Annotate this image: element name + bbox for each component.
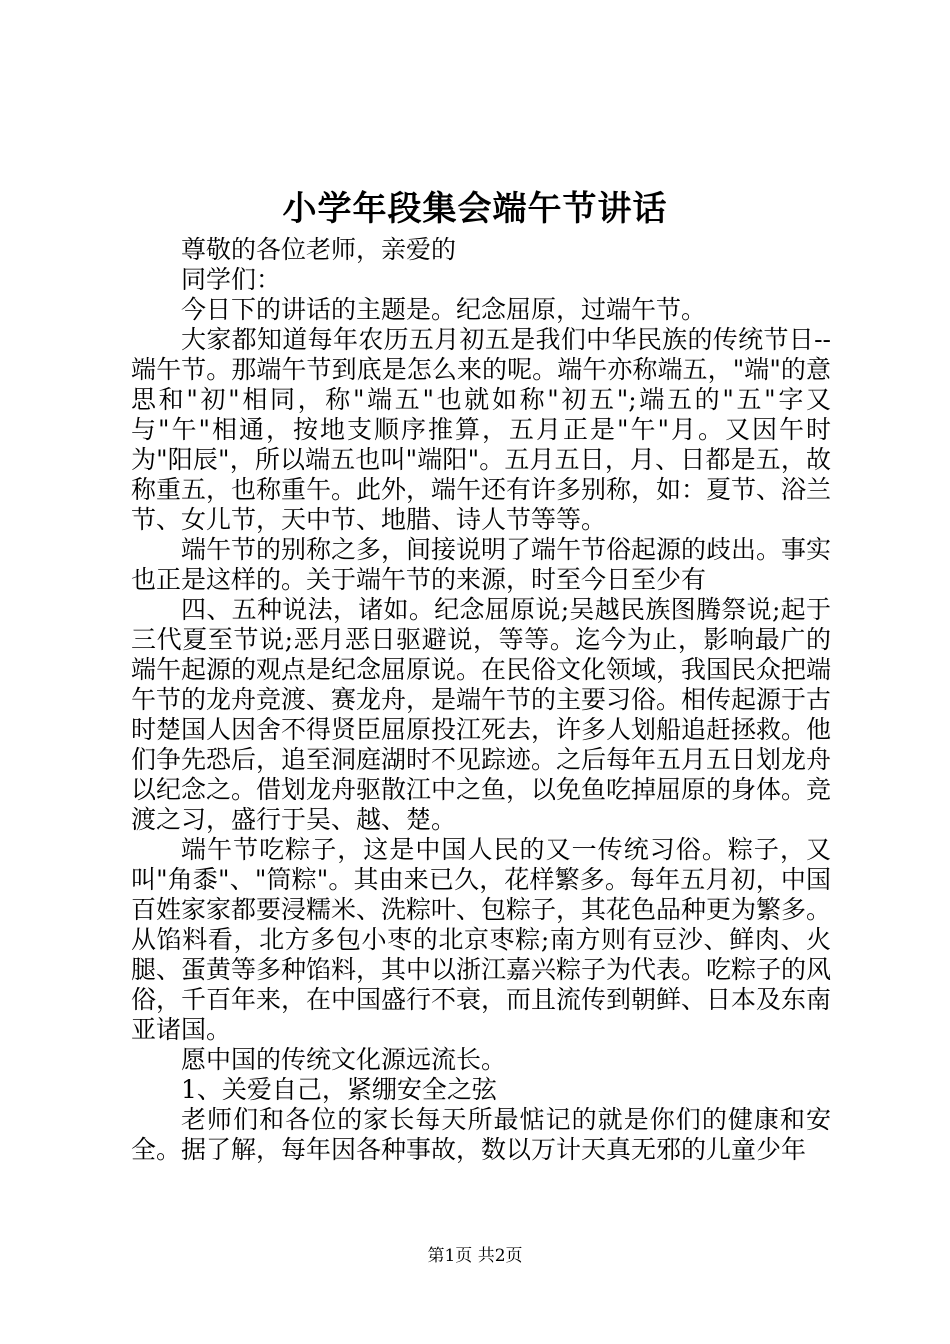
paragraph-heading-safety: 1、关爱自己，紧绷安全之弦 (181, 1075, 497, 1104)
paragraph-topic: 今日下的讲话的主题是。纪念屈原，过端午节。 (181, 295, 707, 324)
page-footer: 第1页 共2页 (427, 1246, 523, 1266)
document-title: 小学年段集会端午节讲话 (282, 189, 668, 229)
document-body (131, 235, 831, 1165)
paragraph-greeting: 尊敬的各位老师，亲爱的 (181, 235, 457, 264)
paragraph-zongzi: 端午节吃粽子，这是中国人民的又一传统习俗。粽子，又叫"角黍"、"筒粽"。其由来已久，花样繁多。每年五月初，中国百姓家家都要浸糯米、洗粽叶、包粽子，其花色品种更为繁多。从馅料看，北方多包小枣的北京枣粽;南方则有豆沙、鲜肉、火腿、蛋黄等多种馅料，其中以浙江嘉兴粽子为代表。吃粽子的风俗，千百年来，在中国盛行不衰，而且流传到朝鲜、日本及东南亚诸国。 (131, 835, 832, 1044)
paragraph-safety: 老师们和各位的家长每天所最惦记的就是你们的健康和安全。据了解，每年因各种事故，数以万计天真无邪的儿童少年 (131, 1105, 831, 1164)
paragraph-wish: 愿中国的传统文化源远流长。 (181, 1045, 507, 1074)
paragraph-legends: 四、五种说法，诸如。纪念屈原说;吴越民族图腾祭说;起于三代夏至节说;恶月恶日驱避说，等等。迄今为止，影响最广的端午起源的观点是纪念屈原说。在民俗文化领域，我国民众把端午节的龙舟竞渡、赛龙舟，是端午节的主要习俗。相传起源于古时楚国人因舍不得贤臣屈原投江死去，许多人划船追赶拯救。他们争先恐后，追至洞庭湖时不见踪迹。之后每年五月五日划龙舟以纪念之。借划龙舟驱散江中之鱼，以免鱼吃掉屈原的身体。竞渡之习，盛行于吴、越、楚。 (131, 595, 832, 834)
paragraph-names: 端午节的别称之多，间接说明了端午节俗起源的歧出。事实也正是这样的。关于端午节的来源，时至今日至少有 (131, 535, 832, 594)
paragraph-greeting-cont: 同学们： (181, 265, 282, 294)
paragraph-origin: 大家都知道每年农历五月初五是我们中华民族的传统节日--端午节。那端午节到底是怎么来的呢。端午亦称端五，"端"的意思和"初"相同，称"端五"也就如称"初五";端五的"五"字又与"午"相通，按地支顺序推算，五月正是"午"月。又因午时为"阳辰"，所以端五也叫"端阳"。五月五日，月、日都是五，故称重五，也称重午。此外，端午还有许多别称，如：夏节、浴兰节、女儿节，天中节、地腊、诗人节等等。 (131, 325, 832, 534)
